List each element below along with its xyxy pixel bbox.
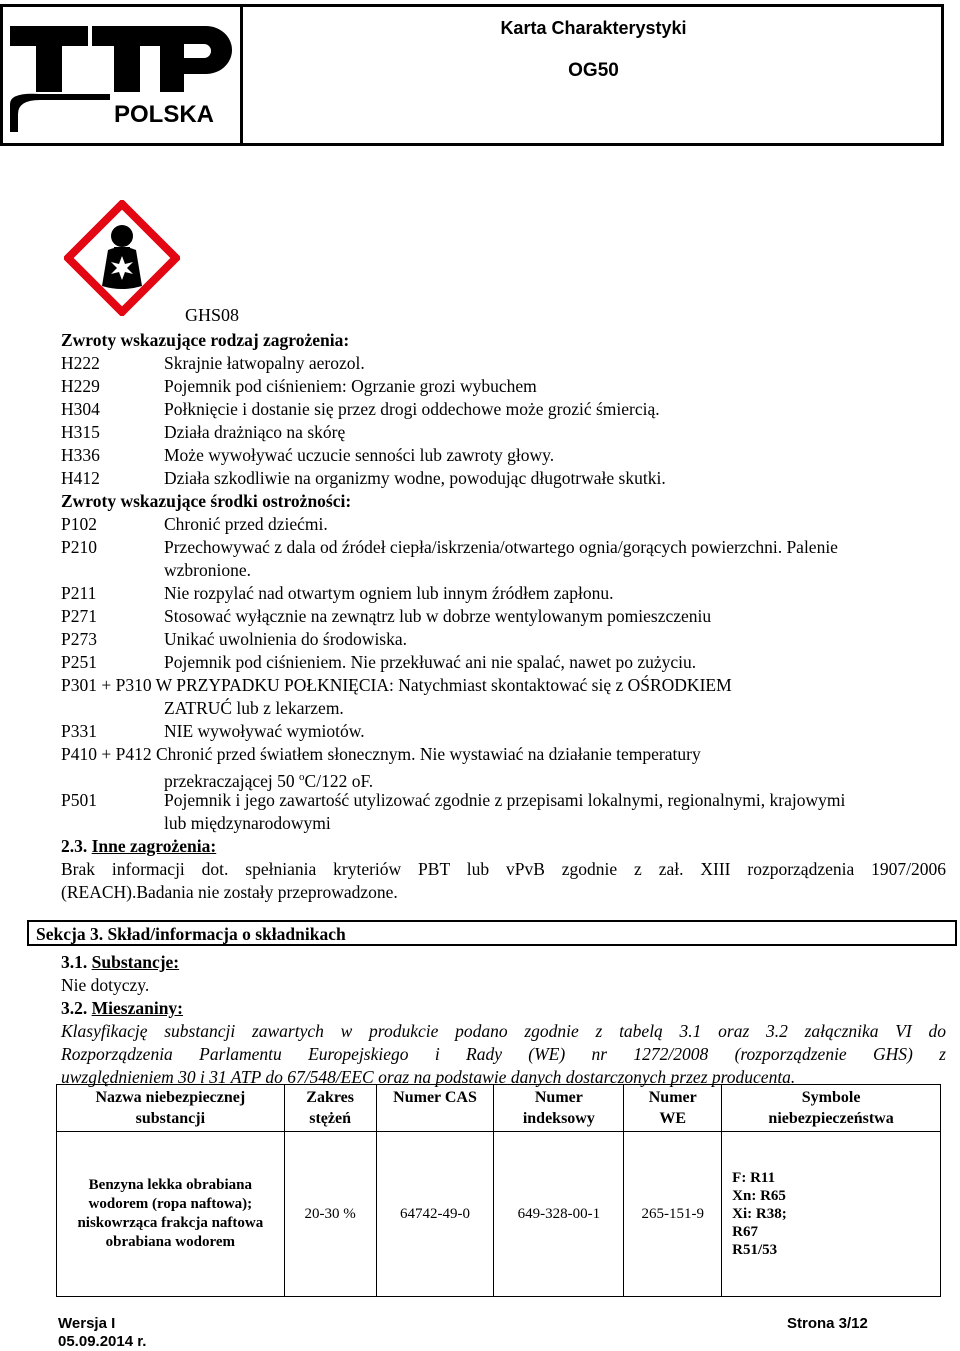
- hazard-code: H229: [61, 376, 100, 396]
- precaution-text: Pojemnik i jego zawartość utylizować zgodnie z przepisami lokalnymi, regionalnymi, krajowymi: [164, 790, 846, 810]
- other-hazards-text-cont: (REACH).Badania nie zostały przeprowadzone.: [61, 882, 398, 902]
- footer-page-number: Strona 3/12: [787, 1315, 868, 1332]
- degree-sup: o: [299, 771, 305, 783]
- hazard-code: H304: [61, 399, 100, 419]
- hazard-text: Pojemnik pod ciśnieniem: Ogrzanie grozi wybuchem: [164, 376, 537, 396]
- section-heading: Inne zagrożenia:: [91, 836, 217, 856]
- hazard-text: Działa szkodliwie na organizmy wodne, powodując długotrwałe skutki.: [164, 468, 666, 488]
- other-hazards-text: Brak informacji dot. spełniania kryteriów PBT lub vPvB zgodnie z zał. XIII rozporządzenia 1907/2006: [61, 859, 946, 879]
- table-header: [624, 1085, 722, 1132]
- product-code: OG50: [568, 60, 619, 81]
- temp-text: przekraczającej 50: [164, 770, 300, 791]
- hazard-text: Skrajnie łatwopalny aerozol.: [164, 353, 365, 373]
- hazard-symbols-cell: [722, 1132, 941, 1297]
- precaution-text: Pojemnik pod ciśnieniem. Nie przekłuwać ani nie spalać, nawet po zużyciu.: [164, 652, 697, 672]
- precaution-text: Stosować wyłącznie na zewnątrz lub w dobrze wentylowanym pomieszczeniu: [164, 606, 712, 626]
- hazard-row: [0, 398, 960, 421]
- cell-line: Benzyna lekka obrabiana: [88, 1177, 253, 1193]
- health-hazard-icon: [64, 200, 180, 316]
- precaution-text: NIE wywoływać wymiotów.: [164, 721, 365, 741]
- header-line: substancji: [135, 1110, 206, 1127]
- section-heading: Substancje:: [91, 952, 180, 972]
- header-line: stężeń: [309, 1110, 352, 1127]
- pictogram-label: GHS08: [185, 305, 240, 325]
- footer-date: 05.09.2014 r.: [58, 1333, 147, 1350]
- temp-text-post: C/122 oF.: [304, 770, 374, 791]
- section-heading: Mieszaniny:: [91, 998, 184, 1018]
- table-header-row: [57, 1085, 941, 1132]
- section-number: 3.2.: [61, 998, 88, 1018]
- precaution-code: P331: [61, 721, 97, 741]
- precaution-heading: Zwroty wskazujące środki ostrożności:: [61, 491, 352, 511]
- hazard-code: H315: [61, 422, 100, 442]
- mixture-classification-text: Rozporządzenia Parlamentu Europejskiego i Rady (WE) nr 1272/2008 (rozporządzenie GHS) z: [61, 1044, 946, 1064]
- section-number: 3.1.: [61, 952, 88, 972]
- cell-line: Xi: R38;: [732, 1206, 787, 1222]
- cell-line: wodorem (ropa naftowa);: [88, 1196, 253, 1212]
- index-number-cell: 649-328-00-1: [494, 1132, 624, 1297]
- section-number: 2.3.: [61, 836, 88, 856]
- precaution-row: [0, 605, 960, 628]
- precaution-code: P210: [61, 537, 97, 557]
- precaution-code: P501: [61, 790, 97, 810]
- hazard-row: [0, 444, 960, 467]
- precaution-text: Unikać uwolnienia do środowiska.: [164, 629, 408, 649]
- precaution-row: [0, 789, 960, 812]
- table-row: [57, 1132, 941, 1297]
- precaution-row: [0, 513, 960, 536]
- svg-text:POLSKA: POLSKA: [114, 101, 215, 128]
- hazard-code: H412: [61, 468, 100, 488]
- header-line: Nazwa niebezpiecznej: [95, 1089, 246, 1106]
- precaution-row: [0, 720, 960, 743]
- subsection-3-2-heading: [61, 997, 183, 1020]
- cell-line: R67: [732, 1224, 759, 1240]
- ec-number-cell: 265-151-9: [624, 1132, 722, 1297]
- precaution-text-cont: ZATRUĆ lub z lekarzem.: [164, 698, 344, 718]
- precaution-combined: P410 + P412 Chronić przed światłem słonecznym. Nie wystawiać na działanie temperatury: [61, 744, 701, 764]
- substance-name-cell: [57, 1132, 285, 1297]
- hazard-row: [0, 421, 960, 444]
- hazard-code: H336: [61, 445, 100, 465]
- cell-line: Xn: R65: [732, 1188, 786, 1204]
- cell-line: obrabiana wodorem: [105, 1234, 235, 1250]
- precaution-text: Chronić przed dziećmi.: [164, 514, 328, 534]
- hazard-row: [0, 375, 960, 398]
- precaution-text-cont: lub międzynarodowymi: [164, 813, 331, 833]
- concentration-cell: 20-30 %: [284, 1132, 376, 1297]
- hazard-text: Działa drażniąco na skórę: [164, 422, 346, 442]
- cell-line: F: R11: [732, 1170, 776, 1186]
- precaution-code: P273: [61, 629, 97, 649]
- hazard-heading: Zwroty wskazujące rodzaj zagrożenia:: [61, 330, 350, 350]
- precaution-text: Przechowywać z dala od źródeł ciepła/iskrzenia/otwartego ognia/gorących powierzchni. Palenie: [164, 537, 838, 557]
- cas-number-cell: 64742-49-0: [376, 1132, 494, 1297]
- precaution-code: P251: [61, 652, 97, 672]
- hazard-code: H222: [61, 353, 100, 373]
- section-3-title: Sekcja 3. Skład/informacja o składnikach: [36, 924, 346, 944]
- header-line: Numer: [648, 1089, 697, 1106]
- hazard-text: Może wywoływać uczucie senności lub zawroty głowy.: [164, 445, 555, 465]
- precaution-text-cont: wzbronione.: [164, 560, 251, 580]
- precaution-row: [0, 628, 960, 651]
- precaution-row: [0, 536, 960, 559]
- other-hazards-heading: [61, 835, 216, 858]
- components-table: [56, 1084, 941, 1297]
- hazard-row: [0, 352, 960, 375]
- table-header: [494, 1085, 624, 1132]
- precaution-code: P271: [61, 606, 97, 626]
- table-header: [57, 1085, 285, 1132]
- document-title: Karta Charakterystyki: [500, 18, 687, 38]
- header-line: Numer: [534, 1089, 583, 1106]
- precaution-text: Nie rozpylać nad otwartym ogniem lub innym źródłem zapłonu.: [164, 583, 614, 603]
- header-line: Zakres: [306, 1089, 354, 1106]
- cell-line: niskowrząca frakcja naftowa: [77, 1215, 264, 1231]
- header-line: Numer CAS: [393, 1089, 477, 1106]
- footer-version: Wersja I: [58, 1315, 116, 1332]
- header-line: niebezpieczeństwa: [768, 1110, 894, 1127]
- company-logo: [10, 22, 232, 132]
- cell-line: R51/53: [732, 1242, 778, 1258]
- header-line: Symbole: [801, 1089, 861, 1106]
- precaution-combined: P301 + P310 W PRZYPADKU POŁKNIĘCIA: Natychmiast skontaktować się z OŚRODKIEM: [61, 675, 732, 695]
- header-line: indeksowy: [522, 1110, 595, 1127]
- mixture-classification-text: Klasyfikację substancji zawartych w produkcie podano zgodnie z tabelą 3.1 oraz 3.2 załącznika VI do: [61, 1021, 946, 1041]
- precaution-row: [0, 582, 960, 605]
- table-header: [284, 1085, 376, 1132]
- table-header: [376, 1085, 494, 1132]
- subsection-3-1-text: Nie dotyczy.: [61, 975, 150, 995]
- subsection-3-1-heading: [61, 951, 179, 974]
- hazard-row: [0, 467, 960, 490]
- precaution-row: [0, 651, 960, 674]
- header-line: WE: [659, 1110, 687, 1127]
- hazard-text: Połknięcie i dostanie się przez drogi oddechowe może grozić śmiercią.: [164, 399, 660, 419]
- precaution-code: P102: [61, 514, 97, 534]
- mixture-classification-text: uwzględnieniem 30 i 31 ATP do 67/548/EEC oraz na podstawie danych dostarczonych przez producenta.: [61, 1067, 796, 1087]
- precaution-code: P211: [61, 583, 97, 603]
- table-header: [722, 1085, 941, 1132]
